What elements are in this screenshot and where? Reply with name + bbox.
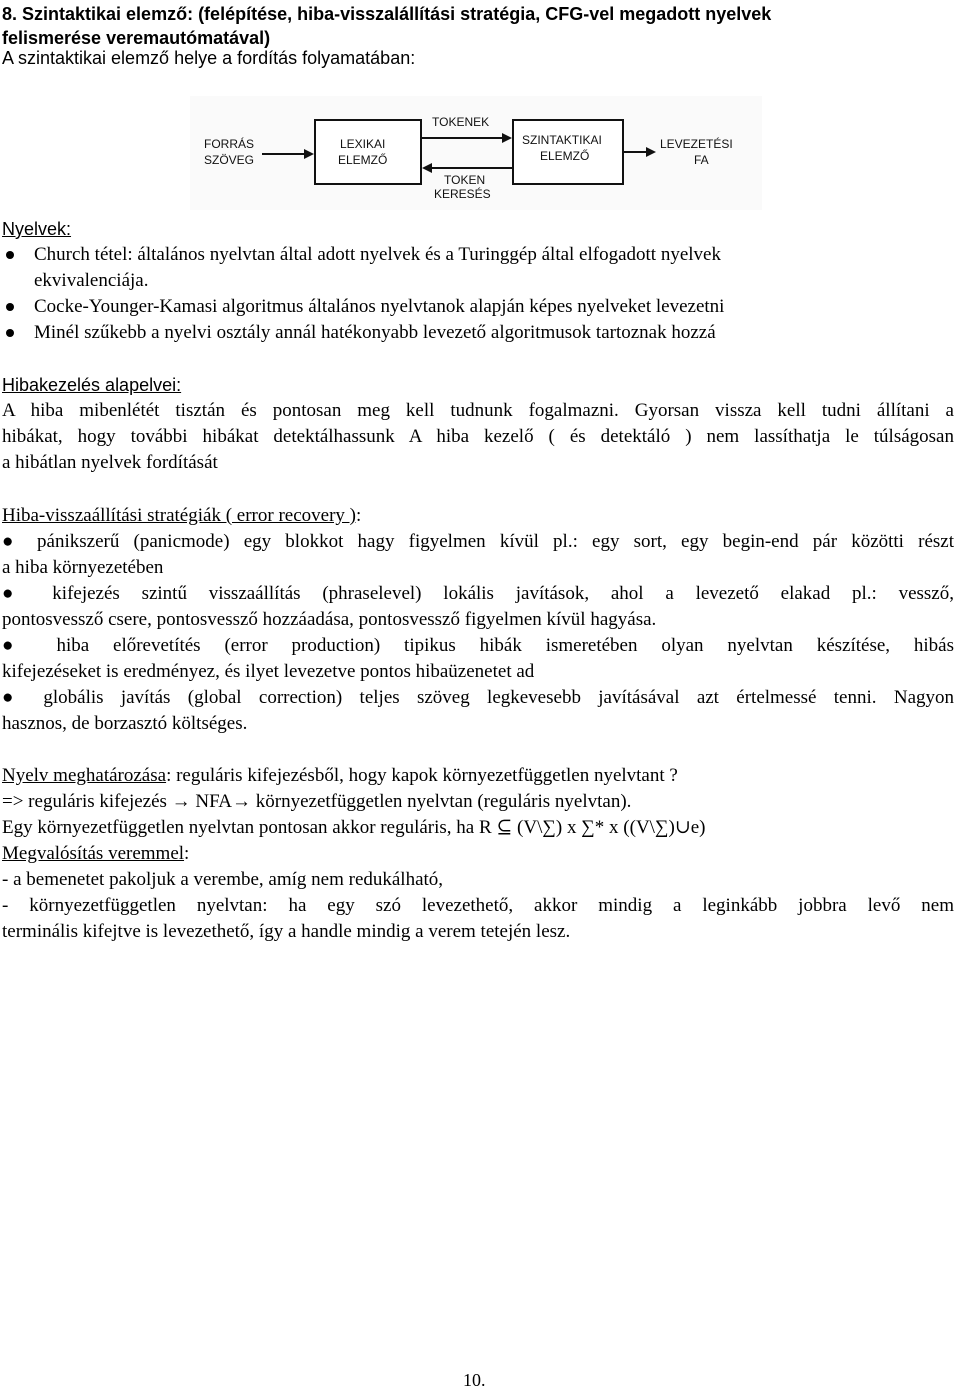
svg-text:FORRÁS: FORRÁS xyxy=(204,137,255,151)
bullet-icon xyxy=(6,251,14,259)
nyelvdef-line-3: Egy környezetfüggetlen nyelvtan pontosan akkor reguláris, ha R ⊆ (V\∑) x ∑* x ((V\∑)∪e) xyxy=(2,817,706,838)
verem-title: Megvalósítás veremmel xyxy=(2,843,185,864)
bullet-icon xyxy=(6,303,14,311)
hibakezeles-line-1: A hiba mibenlétét tisztán és pontosan meg kell tudnunk fogalmazni. Gyorsan vissza kell tudni állítani a xyxy=(2,400,954,421)
page-number: 10. xyxy=(463,1370,486,1390)
parser-label-1: SZINTAKTIKAI xyxy=(522,133,602,147)
compiler-pipeline-diagram xyxy=(190,96,762,210)
hibakezeles-line-3: a hibátlan nyelvek fordítását xyxy=(2,452,218,473)
token-request-label-1: TOKEN xyxy=(444,173,486,187)
heading-line-1: 8. Szintaktikai elemző: (felépítése, hiba-visszalállítási stratégia, CFG-vel megadott nyelvek xyxy=(2,4,772,24)
nyelvdef-line-1 xyxy=(2,763,678,789)
nyelvdef-rest: : reguláris kifejezésből, hogy kapok környezetfüggetlen nyelvtant ? xyxy=(166,765,678,786)
intro-text: A szintaktikai elemző helye a fordítás folyamatában: xyxy=(2,48,416,68)
strategia-production-line-2: kifejezéseket is eredményez, és ilyet levezetve pontos hibaüzenetet ad xyxy=(2,661,535,682)
hibakezeles-title: Hibakezelés alapelvei: xyxy=(2,375,182,395)
nyelvek-bullet-1-line-2: ekvivalenciája. xyxy=(34,270,149,291)
nyelvek-bullet-3: Minél szűkebb a nyelvi osztály annál hatékonyabb levezető algoritmusok tartoznak hozzá xyxy=(34,322,716,343)
arrowhead-tokens xyxy=(502,133,512,143)
lexer-label-1: LEXIKAI xyxy=(340,137,386,151)
nyelvek-bullet-2: Cocke-Younger-Kamasi algoritmus általános nyelvtanok alapján képes nyelveket levezetni xyxy=(34,296,725,317)
nyelvdef-title: Nyelv meghatározása xyxy=(2,765,167,786)
source-label xyxy=(204,136,254,167)
strategiak-title-suffix: : xyxy=(355,505,362,526)
arrowhead-parser-tree xyxy=(646,147,656,157)
tree-label-1: LEVEZETÉSI xyxy=(660,137,733,151)
verem-line-1: - a bemenetet pakoljuk a verembe, amíg nem redukálható, xyxy=(2,869,444,890)
arrowhead-token-request xyxy=(422,163,432,173)
strategia-production-line-1: ● hiba előrevetítés (error production) tipikus hibák ismeretében olyan nyelvtan készítése, hibás xyxy=(2,635,954,656)
nyelvdef-line-2: => reguláris kifejezés → NFA→ környezetfüggetlen nyelvtan (reguláris nyelvtan). xyxy=(2,791,632,812)
strategia-global-line-2: hasznos, de borzasztó költséges. xyxy=(2,713,248,734)
verem-line-2: - környezetfüggetlen nyelvtan: ha egy szó levezethető, akkor mindig a leginkább jobbra levő nem xyxy=(2,895,954,916)
lexer-box xyxy=(315,120,421,184)
verem-title-suffix: : xyxy=(184,843,190,864)
strategiak-title: Hiba-visszaállítási stratégiák ( error recovery ) xyxy=(2,505,356,526)
hibakezeles-line-2: hibákat, hogy további hibákat detektálhassunk A hiba kezelő ( és detektáló ) nem lassíthatja le túlságosan xyxy=(2,426,954,447)
strategia-global-line-1: ● globális javítás (global correction) teljes szöveg legkevesebb javításával azt értelmessé tenni. Nagyon xyxy=(2,687,954,708)
strategia-phrase-line-1: ● kifejezés szintű visszaállítás (phraselevel) lokális javítások, ahol a levezető elakad pl.: vessző, xyxy=(2,583,954,604)
strategia-panic-line-1: ● pánikszerű (panicmode) egy blokkot hagy figyelmen kívül pl.: egy sort, egy begin-end pár közötti részt xyxy=(2,531,954,552)
lexer-label-2: ELEMZŐ xyxy=(338,153,388,167)
heading-line-2: felismerése veremautómatával) xyxy=(2,28,271,48)
tree-label-2: FA xyxy=(694,153,709,167)
nyelvek-title: Nyelvek: xyxy=(2,219,72,239)
verem-line-3: terminális kifejtve is levezethető, így a handle mindig a verem tetején lesz. xyxy=(2,921,571,942)
arrowhead-source-lexer xyxy=(304,149,314,159)
strategiak-heading xyxy=(2,503,361,529)
page-heading xyxy=(2,2,771,50)
strategia-panic-line-2: a hiba környezetében xyxy=(2,557,164,578)
tokens-label: TOKENEK xyxy=(432,115,490,129)
bullet-icon xyxy=(6,329,14,337)
svg-text:SZÖVEG: SZÖVEG xyxy=(204,153,255,167)
parser-label-2: ELEMZŐ xyxy=(540,149,590,163)
nyelvek-bullet-1-line-1: Church tétel: általános nyelvtan által adott nyelvek és a Turinggép által elfogadott nyelvek xyxy=(34,244,721,265)
strategia-phrase-line-2: pontosvessző csere, pontosvessző hozzáadása, pontosvessző figyelmen kívül hagyása. xyxy=(2,609,657,630)
token-request-label-2: KERESÉS xyxy=(434,187,491,201)
verem-heading xyxy=(2,841,189,867)
